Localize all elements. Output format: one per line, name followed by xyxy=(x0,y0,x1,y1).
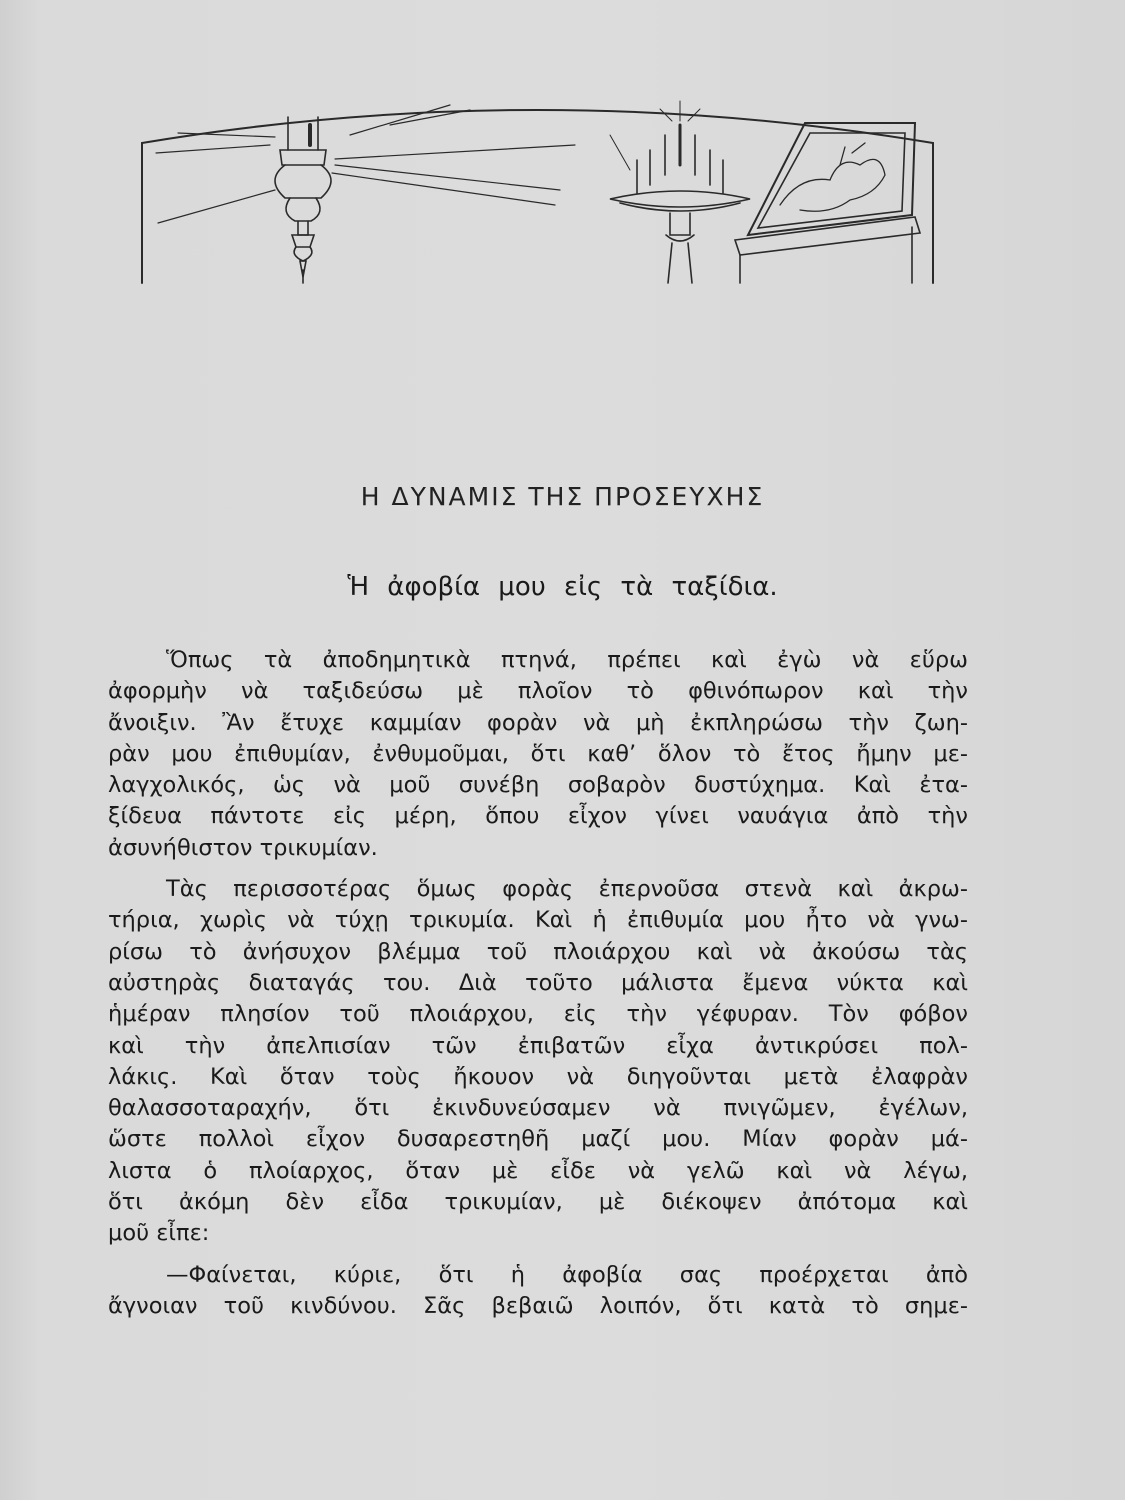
paragraph xyxy=(108,874,968,1250)
text-line: μοῦ εἶπε: xyxy=(108,1220,210,1247)
body-text xyxy=(108,645,968,1322)
paragraph xyxy=(108,645,968,864)
text-line: ξίδευα πάντοτε εἰς μέρη, ὅπου εἶχον γίνει ναυάγια ἀπὸ τὴν xyxy=(108,803,968,830)
text-line: θαλασσοταραχήν, ὅτι ἐκινδυνεύσαμεν νὰ πνιγῶμεν, ἐγέλων, xyxy=(108,1095,968,1122)
header-vignette-illustration xyxy=(140,95,935,285)
page-title: Η ΔΥΝΑΜΙΣ ΤΗΣ ΠΡΟΣΕΥΧΗΣ xyxy=(360,482,765,511)
text-line: ἀσυνήθιστον τρικυμίαν. xyxy=(108,834,378,861)
text-line: ἄνοιξιν. Ἂν ἔτυχε καμμίαν φορὰν νὰ μὴ ἐκπληρώσω τὴν ζωη- xyxy=(108,709,968,736)
text-line: ρίσω τὸ ἀνήσυχον βλέμμα τοῦ πλοιάρχου καὶ νὰ ἀκούσω τὰς xyxy=(108,938,968,965)
text-line: αὐστηρὰς διαταγάς του. Διὰ τοῦτο μάλιστα ἔμενα νύκτα καὶ xyxy=(108,969,968,996)
text-line: ἀφορμὴν νὰ ταξιδεύσω μὲ πλοῖον τὸ φθινόπωρον καὶ τὴν xyxy=(108,678,968,705)
text-line: λιστα ὁ πλοίαρχος, ὅταν μὲ εἶδε νὰ γελῶ καὶ νὰ λέγω, xyxy=(108,1157,968,1184)
text-line: —Φαίνεται, κύριε, ὅτι ἡ ἀφοβία σας προέρχεται ἀπὸ xyxy=(166,1261,968,1288)
text-line: ρὰν μου ἐπιθυμίαν, ἐνθυμοῦμαι, ὅτι καθ’ ὅλον τὸ ἔτος ἤμην με- xyxy=(108,740,968,767)
text-line: Τὰς περισσοτέρας ὅμως φορὰς ἐπερνοῦσα στενὰ καὶ ἀκρω- xyxy=(166,876,968,903)
text-line: ἡμέραν πλησίον τοῦ πλοιάρχου, εἰς τὴν γέφυραν. Τὸν φόβον xyxy=(108,1001,968,1028)
section-subtitle: Ἡ ἀφοβία μου εἰς τὰ ταξίδια. xyxy=(347,572,778,602)
icon-stand-with-icon xyxy=(735,123,920,283)
candle-stand xyxy=(610,101,750,283)
text-line: τήρια, χωρὶς νὰ τύχῃ τρικυμία. Καὶ ἡ ἐπιθυμία μου ἦτο νὰ γνω- xyxy=(108,907,968,934)
text-line: ὅτι ἀκόμη δὲν εἶδα τρικυμίαν, μὲ διέκοψεν ἀπότομα καὶ xyxy=(108,1189,968,1216)
text-line: Ὅπως τὰ ἀποδημητικὰ πτηνά, πρέπει καὶ ἐγὼ νὰ εὕρω xyxy=(166,647,968,673)
text-line: ὥστε πολλοὶ εἶχον δυσαρεστηθῆ μαζί μου. Μίαν φορὰν μά- xyxy=(108,1126,968,1153)
hanging-oil-lamp xyxy=(275,117,331,283)
text-line: λαγχολικός, ὡς νὰ μοῦ συνέβη σοβαρὸν δυστύχημα. Καὶ ἐτα- xyxy=(108,772,968,799)
lamp-light-rays xyxy=(156,105,575,223)
paragraph xyxy=(108,1260,968,1323)
text-line: ἄγνοιαν τοῦ κινδύνου. Σᾶς βεβαιῶ λοιπόν, ὅτι κατὰ τὸ σημε- xyxy=(108,1292,968,1319)
text-line: καὶ τὴν ἀπελπισίαν τῶν ἐπιβατῶν εἶχα ἀντικρύσει πολ- xyxy=(108,1032,968,1059)
text-line: λάκις. Καὶ ὅταν τοὺς ἤκουον νὰ διηγοῦνται μετὰ ἐλαφρὰν xyxy=(108,1063,968,1090)
